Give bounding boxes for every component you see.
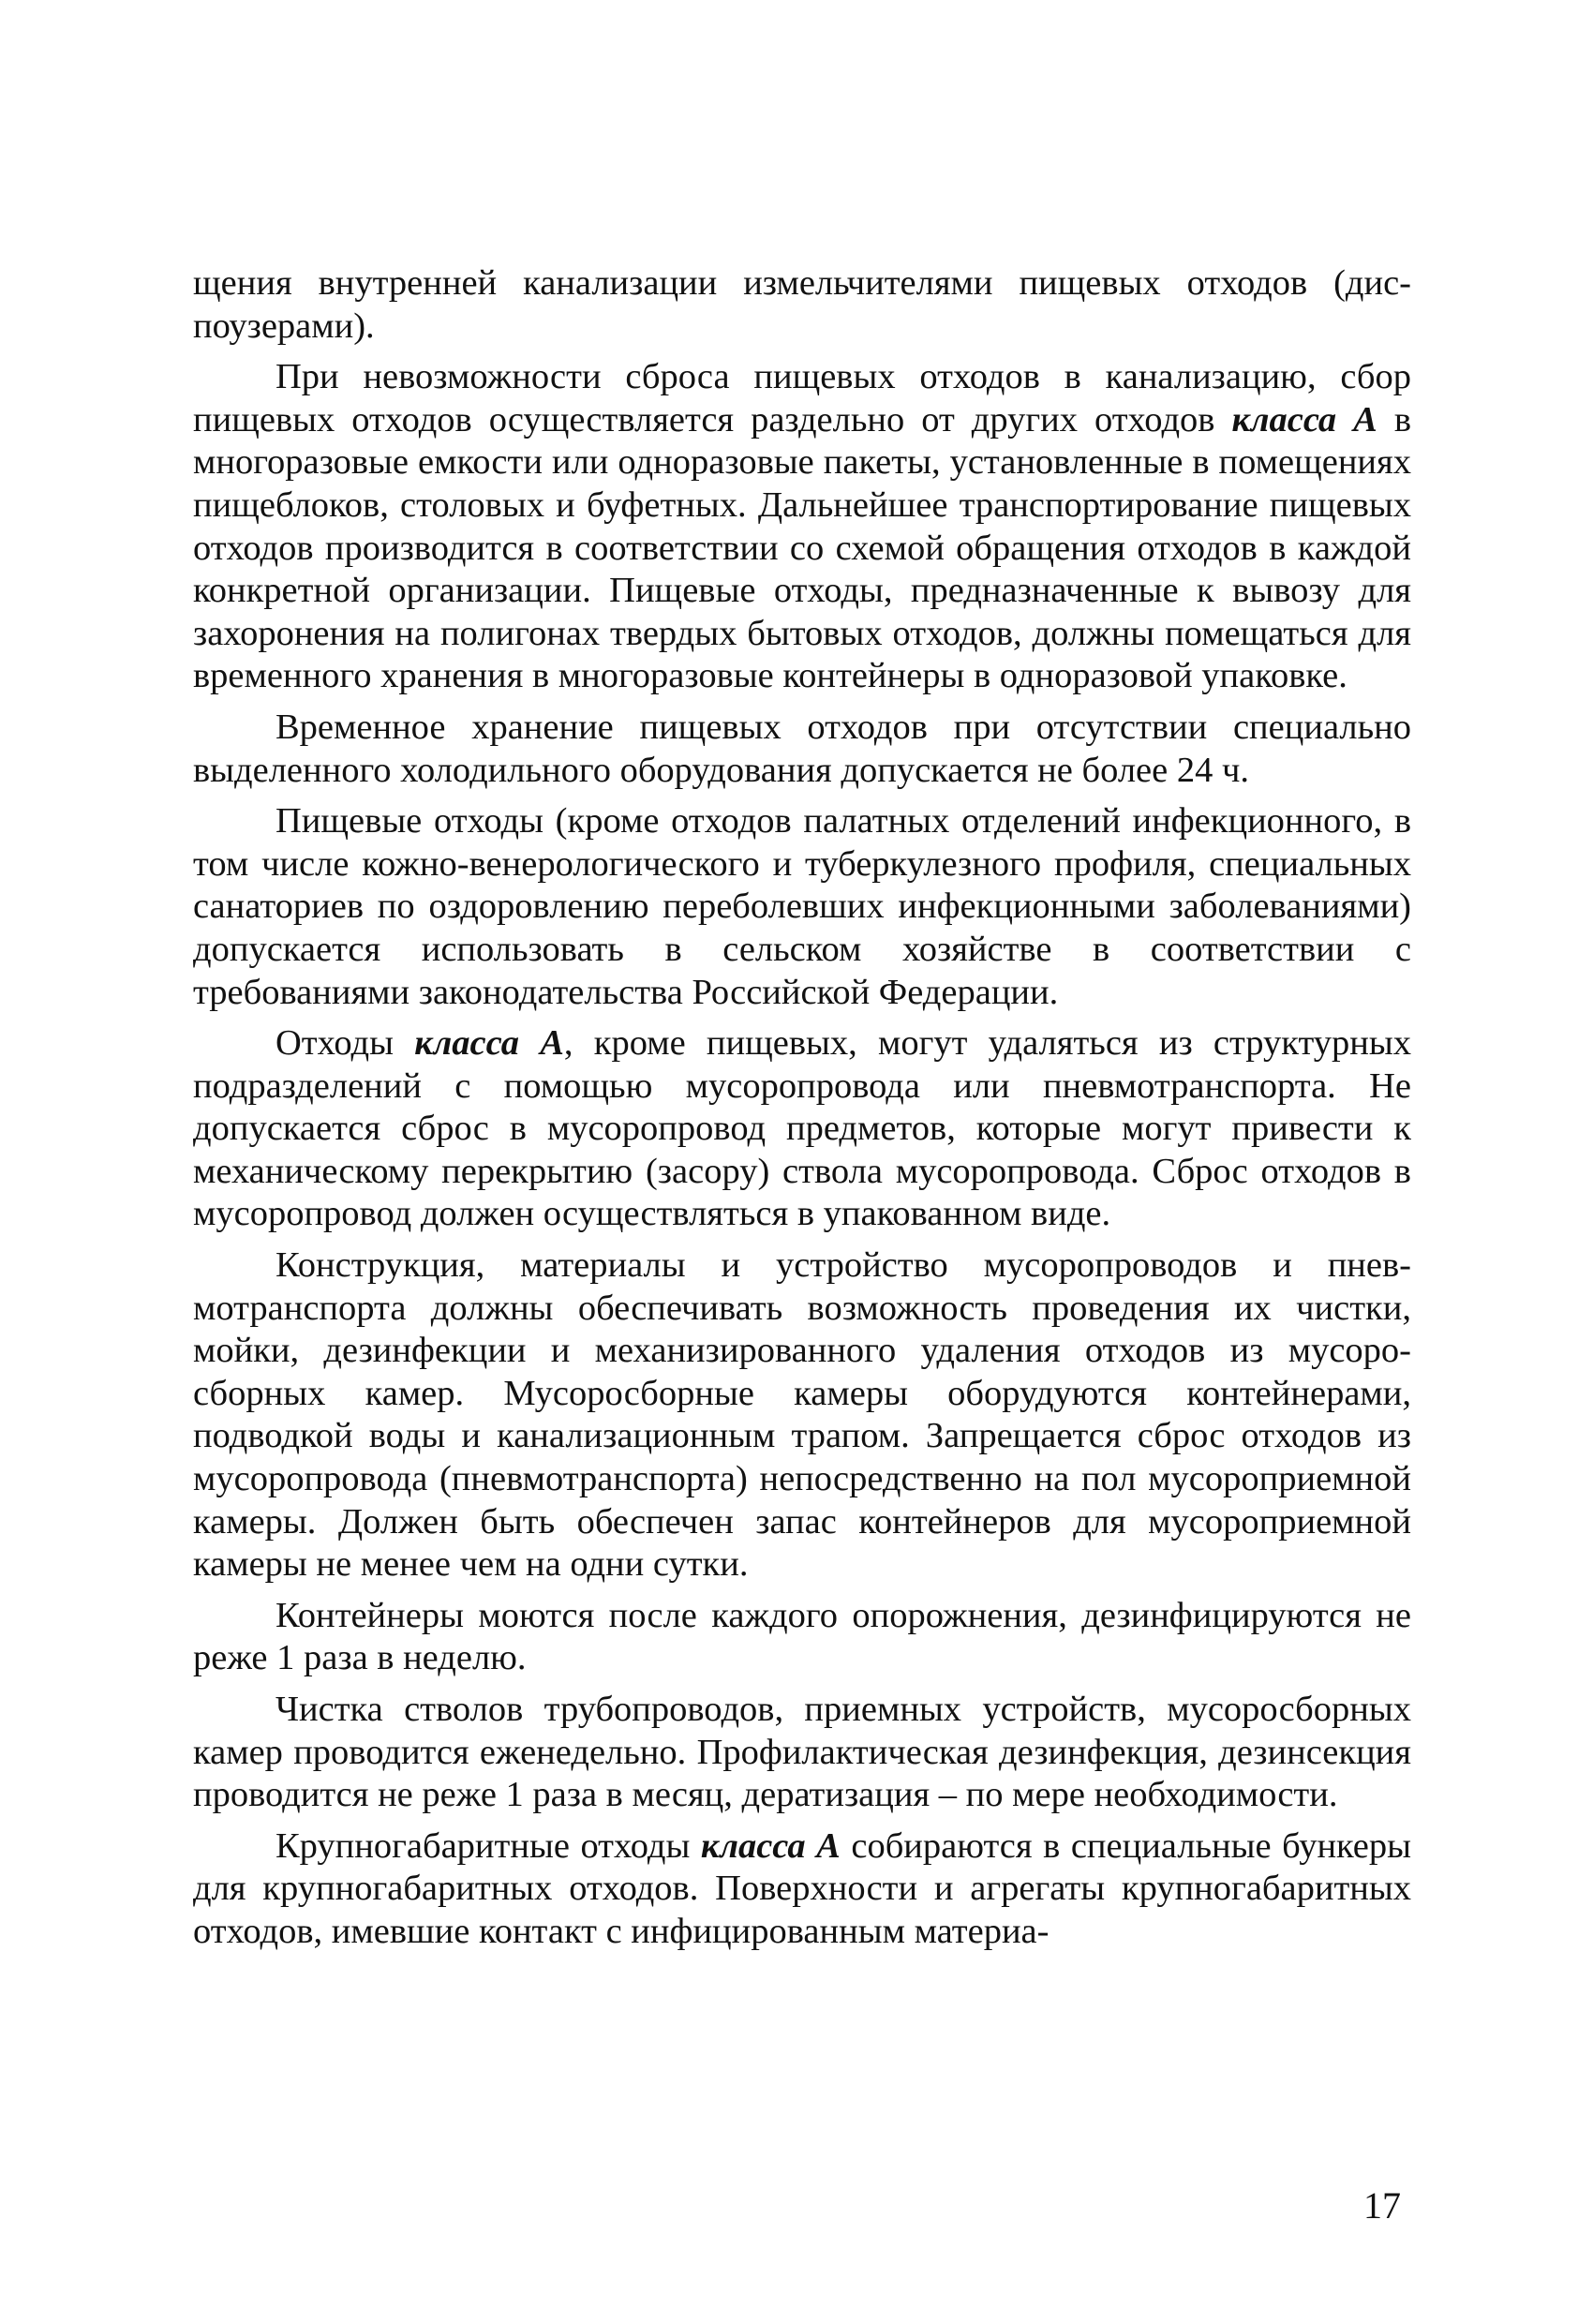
paragraph-4: Пищевые отходы (кроме отходов палатных отделений инфекционного, в том числе кожно-венерологического и туберкулезного профиля, специальных санаториев по оздоровлению переболевших инфекционными заболеваниями) допускается использовать в сельском хозяйстве в соответствии с требованиями законодательства Российской Федерации. bbox=[193, 801, 1411, 1012]
paragraph-6: Конструкция, материалы и устройство мусоропроводов и пневмотранспорта должны обеспечивать возможность проведения их чистки, мойки, дезинфекции и механизированного удаления отходов из мусоросборных камер. Мусоросборные камеры оборудуются контейнерами, подводкой воды и канализационным трапом. Запрещается сброс отходов из мусоропровода (пневмотранспорта) непосредственно на пол мусороприемной камеры. Должен быть обеспечен запас контейнеров для мусороприемной камеры не менее чем на одни сутки. bbox=[193, 1245, 1411, 1585]
class-a-term: класса А bbox=[414, 1023, 564, 1064]
paragraph-3: Временное хранение пищевых отходов при отсутствии специально выделенного холодильного оборудования допускается не более 24 ч. bbox=[193, 707, 1411, 790]
page-body bbox=[193, 262, 1411, 1962]
paragraph-5: Отходы класса А, кроме пищевых, могут удаляться из структурных подразделений с помощью мусоропровода или пневмотранспорта. Не допускается сброс в мусоропровод предметов, которые могут привести к механическому перекрытию (засору) ствола мусоропровода. Сброс отходов в мусоропровод должен осуществляться в упакованном виде. bbox=[193, 1023, 1412, 1234]
class-a-term: класса А bbox=[1231, 399, 1377, 439]
paragraph-8: Чистка стволов трубопроводов, приемных устройств, мусоросборных камер проводится еженедельно. Профилактическая дезинфекция, дезинсекция проводится не реже 1 раза в месяц, дератизация – по мере необходимости. bbox=[193, 1690, 1411, 1815]
page-number: 17 bbox=[1363, 2184, 1401, 2227]
paragraph-1: щения внутренней канализации измельчителями пищевых отходов (диспоузерами). bbox=[193, 263, 1411, 346]
paragraph-7: Контейнеры моются после каждого опорожнения, дезинфицируются не реже 1 раза в неделю. bbox=[193, 1595, 1411, 1678]
paragraph-2: При невозможности сброса пищевых отходов в канализацию, сбор пищевых отходов осуществляется раздельно от других отходов класса А в многоразовые емкости или одноразовые пакеты, установленные в помещениях пищеблоков, столовых и буфетных. Дальнейшее транспортирование пищевых отходов производится в соответствии со схемой обращения отходов в каждой конкретной организации. Пищевые отходы, предназначенные к вывозу для захоронения на полигонах твердых бытовых отходов, должны помещаться для временного хранения в многоразовые контейнеры в одноразовой упаковке. bbox=[193, 357, 1411, 696]
paragraph-9: Крупногабаритные отходы класса А собираются в специальные бункеры для крупногабаритных отходов. Поверхности и агрегаты крупногабаритных отходов, имевшие контакт с инфицированным материа- bbox=[193, 1825, 1412, 1951]
class-a-term: класса А bbox=[700, 1825, 841, 1866]
